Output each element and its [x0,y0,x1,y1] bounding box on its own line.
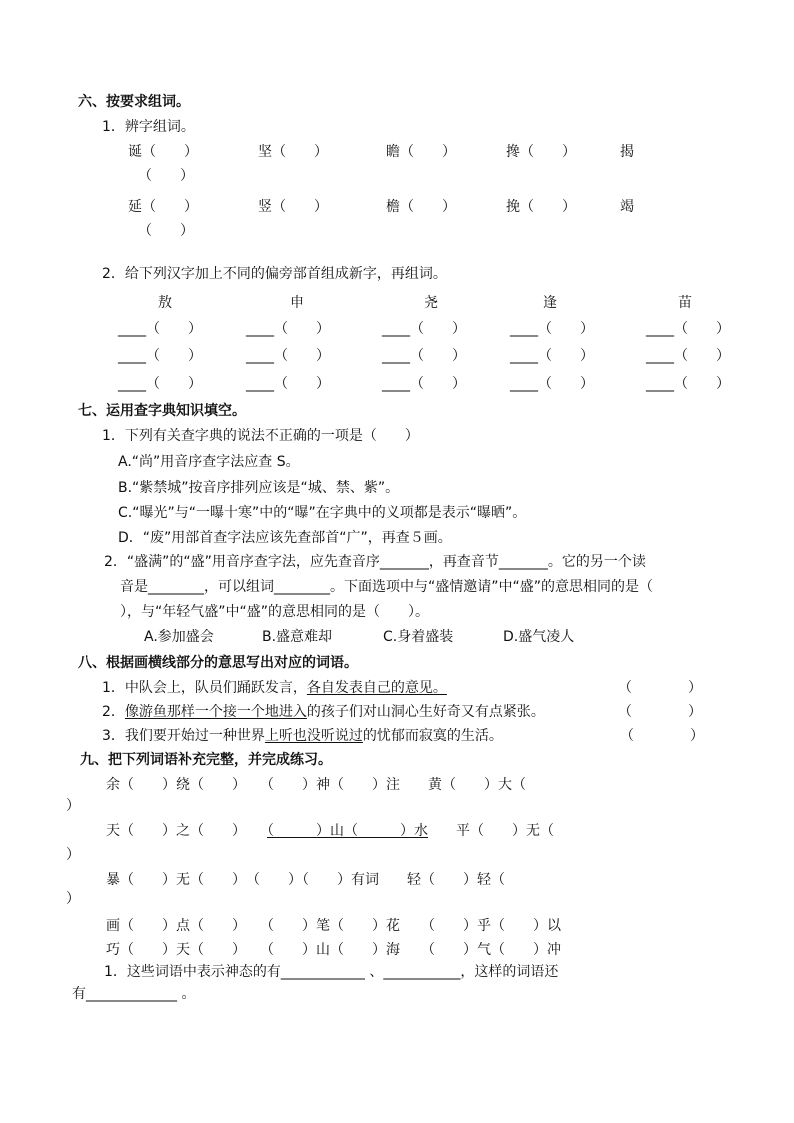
idiom-row-5: 巧（ ）天（ ） （ ）山（ ）海 （ ）气（ ）冲 [106,942,561,958]
char-4: 苗 [678,295,692,311]
item-8-2: 2．像游鱼那样一个接一个地进入的孩子们对山洞心生好奇又有点紧张。 [102,704,545,720]
r2-wrap: （ ） [138,223,194,239]
q7-2-opt-d: D.盛气凌人 [503,629,575,645]
r1-wrap: （ ） [138,168,194,184]
cell: ____（ ） [646,321,730,337]
q6-2: 2．给下列汉字加上不同的偏旁部首组成新字，再组词。 [102,266,447,282]
cell: ____（ ） [382,348,466,364]
section-8-title: 八、根据画横线部分的意思写出对应的词语。 [78,655,358,671]
r2-1: 竖（ ） [258,199,328,215]
cell: ____（ ） [118,321,202,337]
section-9-title: 九、把下列词语补充完整，并完成练习。 [80,752,332,768]
opt-c: C.“曝光”与“一曝十寒”中的“曝”在字典中的义项都是表示“曝晒”。 [118,505,527,521]
idiom-row-1-wrap: ） [66,798,80,814]
item-8-3: 3．我们要开始过一种世界上听也没听说过的忧郁而寂寞的生活。 [102,728,503,744]
cell: ____（ ） [382,321,466,337]
idiom-row-3: 暴（ ）无（ ） （ ）（ ）有词 轻（ ）轻（ [106,872,505,888]
cell: ____（ ） [646,348,730,364]
q6-1: 1．辨字组词。 [102,119,195,135]
opt-a: A.“尚”用音序查字法应查 S。 [118,454,300,470]
q7-2-line2: 音是________，可以组词________。下面选项中与“盛情邀请”中“盛”的意思相同的是（ [120,579,654,595]
q7-1: 1．下列有关查字典的说法不正确的一项是（ ） [102,428,419,444]
q9-1-wrap: 有_____________ 。 [72,986,196,1002]
section-7-title: 七、运用查字典知识填空。 [78,403,246,419]
cell: ____（ ） [382,376,466,392]
opt-d: D．“废”用部首查字法应该先查部首“广”，再查５画。 [118,530,452,546]
answer-blank: （ ） [618,704,702,720]
opt-b: B.“紫禁城”按音序排列应该是“城、禁、紫”。 [118,480,400,496]
cell: ____（ ） [510,348,594,364]
cell: ____（ ） [246,321,330,337]
q9-1: 1．这些词语中表示神态的有____________ 、___________，这样的词语还 [104,964,559,980]
r1-4: 揭 [620,144,634,160]
idiom-row-1: 余（ ）绕（ ） （ ）神（ ）注 黄（ ）大（ [106,777,526,793]
r1-1: 坚（ ） [258,144,328,160]
r2-0: 延（ ） [128,199,198,215]
cell: ____（ ） [246,376,330,392]
q7-2-opt-b: B.盛意难却 [262,629,333,645]
cell: ____（ ） [118,376,202,392]
r1-2: 瞻（ ） [386,144,456,160]
r1-0: 诞（ ） [128,144,198,160]
r1-3: 搀（ ） [506,144,576,160]
idiom-row-4: 画（ ）点（ ） （ ）笔（ ）花 （ ）乎（ ）以 [106,918,561,934]
q7-2-opt-c: C.身着盛装 [383,629,454,645]
char-3: 逢 [543,295,557,311]
r2-3: 挽（ ） [506,199,576,215]
r2-4: 竭 [620,199,634,215]
cell: ____（ ） [510,321,594,337]
char-2: 尧 [424,295,438,311]
cell: ____（ ） [510,376,594,392]
q7-2-line3: ），与“年轻气盛”中“盛”的意思相同的是（ ）。 [120,604,430,620]
q7-2-line1: 2．“盛满”的“盛”用音序查字法，应先查音序_______，再查音节_______。它的另一个读 [104,554,646,570]
cell: ____（ ） [246,348,330,364]
answer-blank: （ ） [618,680,702,696]
cell: ____（ ） [118,348,202,364]
item-8-1: 1．中队会上，队员们踊跃发言，各自发表自己的意见。 [102,680,447,696]
r2-2: 檐（ ） [386,199,456,215]
char-0: 敖 [158,295,172,311]
cell: ____（ ） [646,376,730,392]
idiom-row-3-wrap: ） [66,891,80,907]
idiom-row-2: 天（ ）之（ ） （ ）山（ ）水 平（ ）无（ [106,823,554,839]
answer-blank: （ ） [620,728,704,744]
idiom-row-2-wrap: ） [66,847,80,863]
q7-2-opt-a: A.参加盛会 [144,629,214,645]
char-1: 申 [290,295,304,311]
section-6-title: 六、按要求组词。 [78,94,190,110]
